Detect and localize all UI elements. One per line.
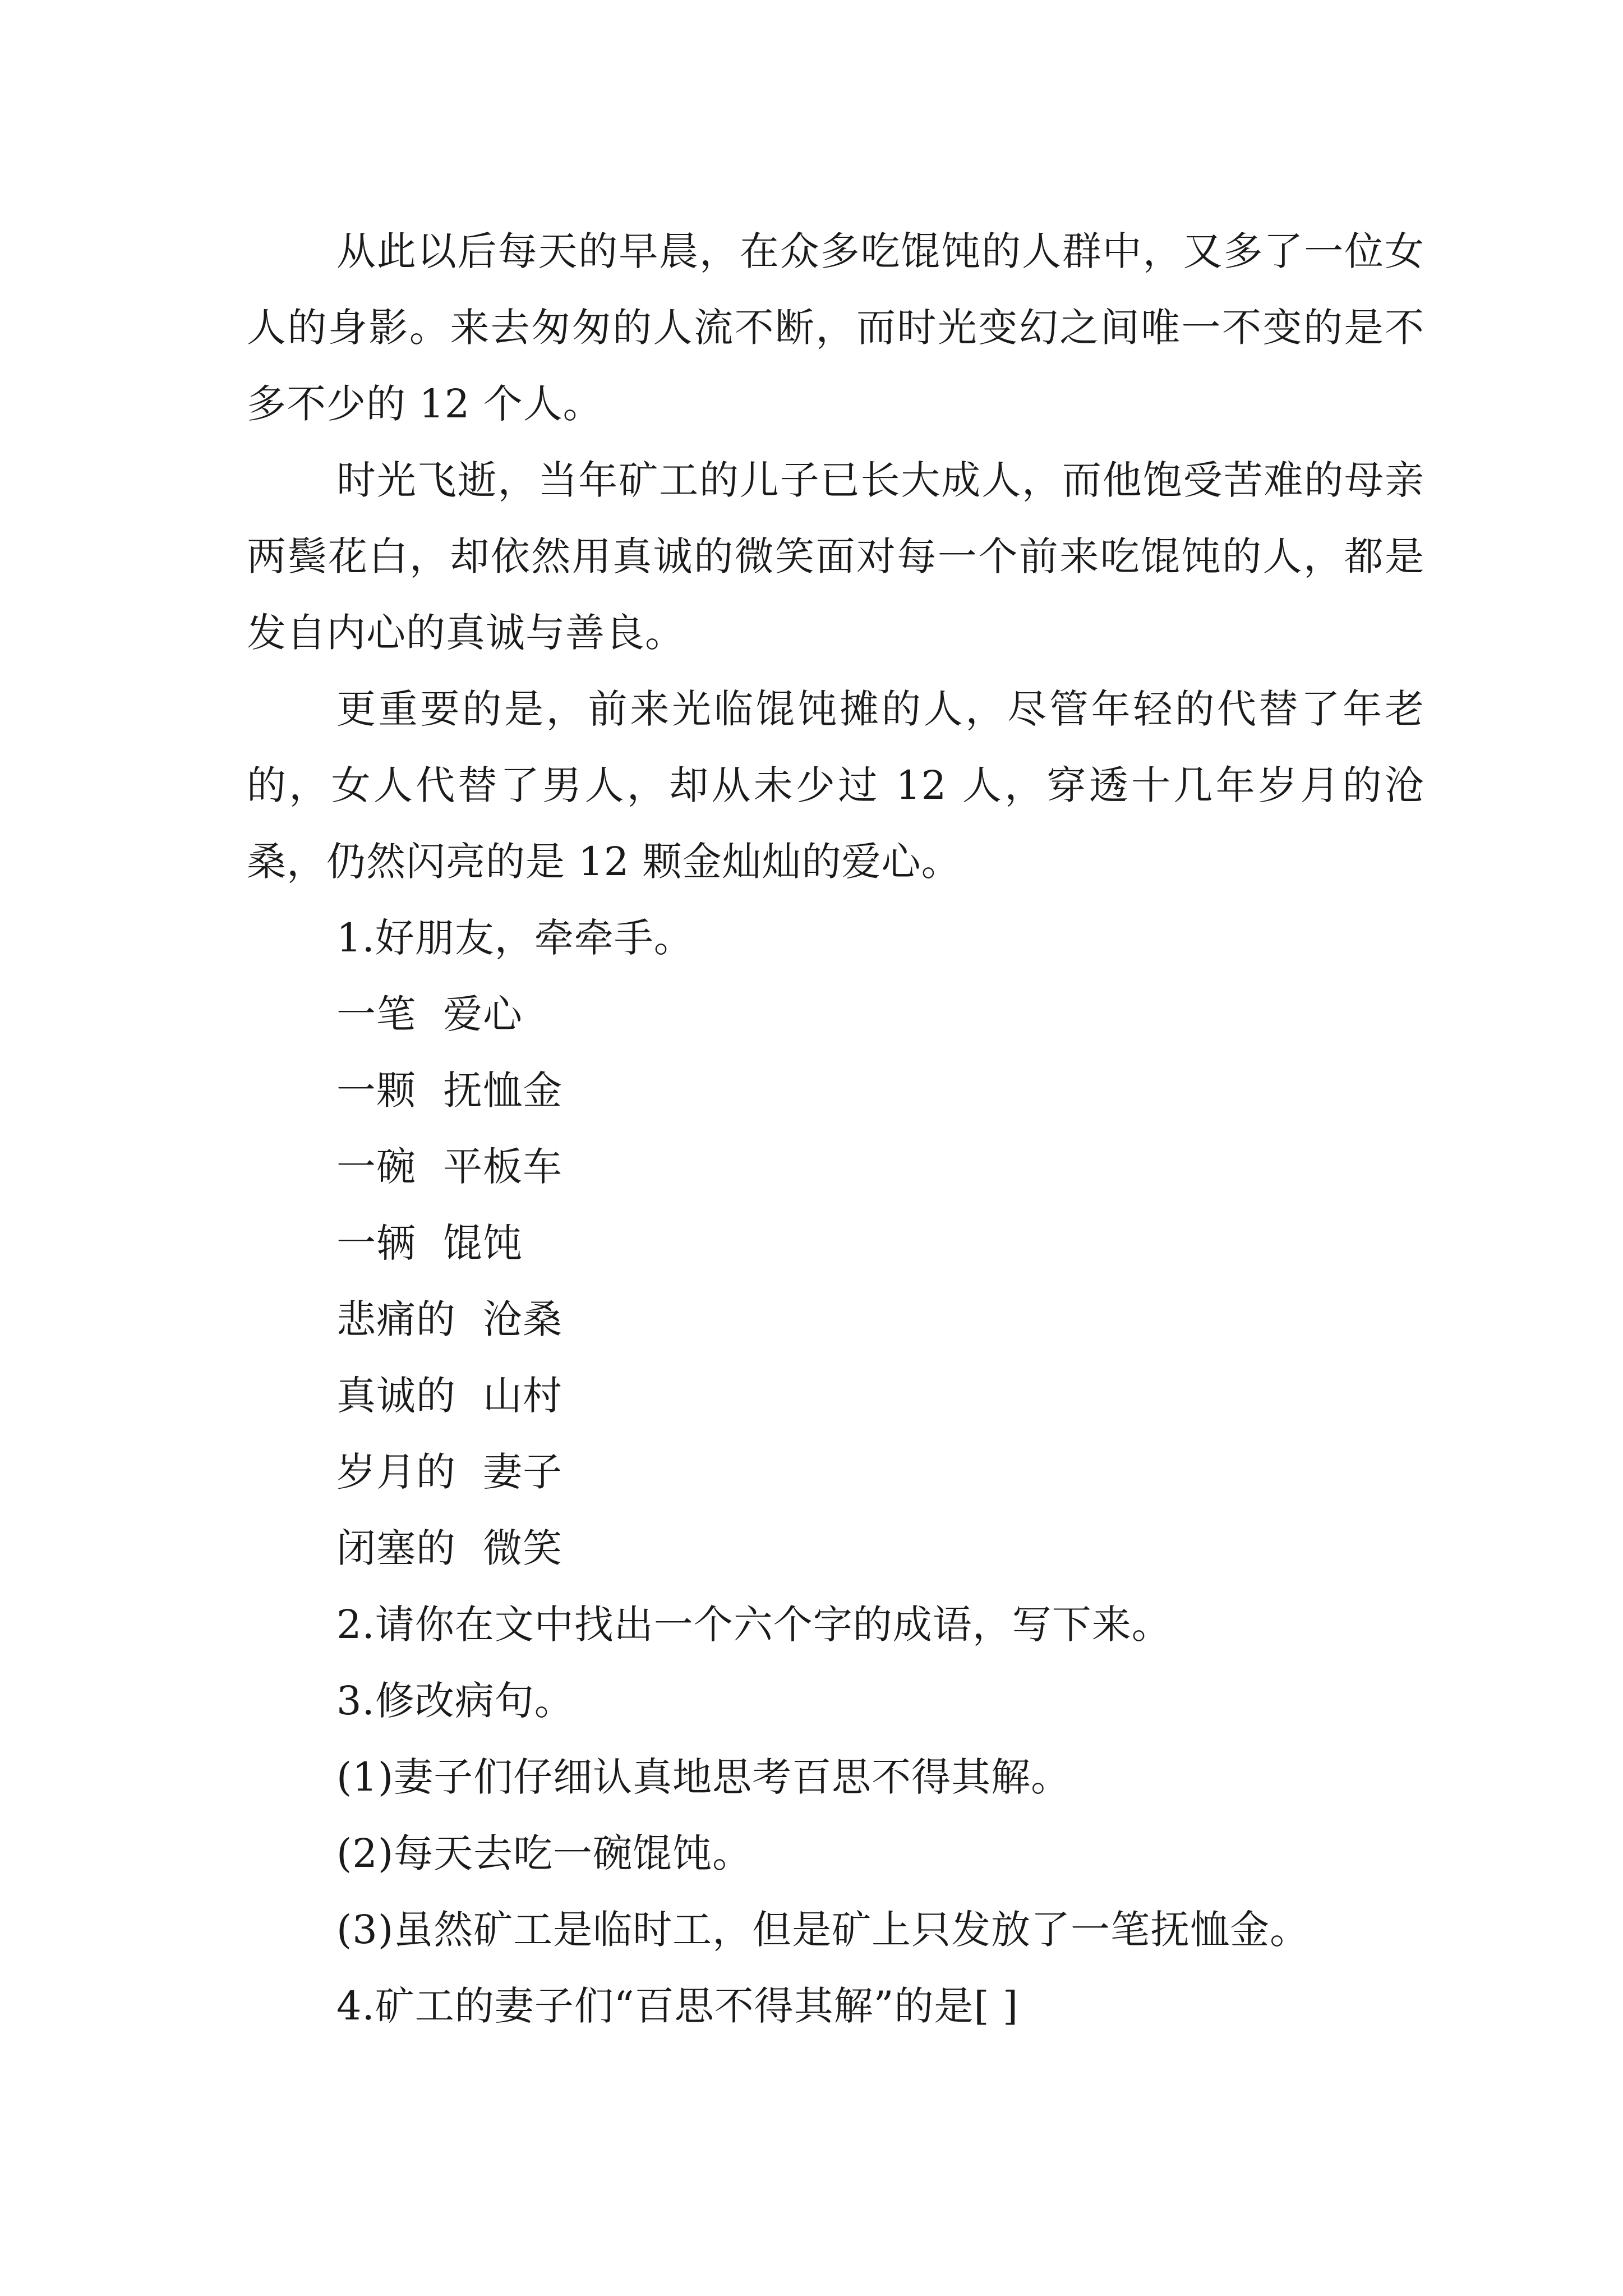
matching-right: 平板车 xyxy=(443,1144,562,1190)
question-2: 2.请你在文中找出一个六个字的成语，写下来。 xyxy=(336,1602,1172,1648)
matching-row xyxy=(247,1052,1424,1129)
question-3-item: (1)妻子们仔细认真地思考百思不得其解。 xyxy=(336,1754,1071,1800)
matching-left: 一辆 xyxy=(336,1220,416,1266)
matching-row xyxy=(247,1205,1424,1281)
paragraph-3: 更重要的是，前来光临馄饨摊的人，尽管年轻的代替了年老的，女人代替了男人，却从未少过 12 人，穿透十几年岁月的沧桑，仍然闪亮的是 12 颗金灿灿的爱心。 xyxy=(247,686,1424,885)
matching-right: 山村 xyxy=(483,1373,562,1419)
matching-left: 岁月的 xyxy=(336,1449,456,1495)
question-3-item: (2)每天去吃一碗馄饨。 xyxy=(336,1830,753,1876)
question-3-title: 3.修改病句。 xyxy=(336,1678,574,1724)
matching-right: 妻子 xyxy=(483,1449,562,1495)
matching-left: 一笔 xyxy=(336,991,416,1037)
matching-left: 闭塞的 xyxy=(336,1525,456,1571)
matching-row xyxy=(247,1434,1424,1510)
matching-row xyxy=(247,1281,1424,1358)
question-4: 4.矿工的妻子们“百思不得其解”的是[ ] xyxy=(336,1983,1019,2029)
matching-right: 馄饨 xyxy=(443,1220,523,1266)
matching-left: 悲痛的 xyxy=(336,1296,456,1342)
paragraph-2: 时光飞逝，当年矿工的儿子已长大成人，而他饱受苦难的母亲两鬓花白，却依然用真诚的微笑面对每一个前来吃馄饨的人，都是发自内心的真诚与善良。 xyxy=(247,457,1424,656)
matching-row xyxy=(247,1129,1424,1205)
matching-left: 一颗 xyxy=(336,1068,416,1114)
matching-left: 真诚的 xyxy=(336,1373,456,1419)
question-1-title: 1.好朋友，牵牵手。 xyxy=(336,915,694,961)
matching-right: 抚恤金 xyxy=(443,1068,562,1114)
matching-right: 爱心 xyxy=(443,991,523,1037)
question-3-item: (3)虽然矿工是临时工，但是矿上只发放了一笔抚恤金。 xyxy=(336,1907,1310,1953)
document-body xyxy=(247,213,1424,2044)
matching-right: 微笑 xyxy=(483,1525,562,1571)
matching-row xyxy=(247,1510,1424,1586)
matching-right: 沧桑 xyxy=(483,1296,562,1342)
matching-left: 一碗 xyxy=(336,1144,416,1190)
paragraph-1: 从此以后每天的早晨，在众多吃馄饨的人群中，又多了一位女人的身影。来去匆匆的人流不断，而时光变幻之间唯一不变的是不多不少的 12 个人。 xyxy=(247,228,1424,427)
matching-row xyxy=(247,976,1424,1052)
matching-row xyxy=(247,1358,1424,1434)
